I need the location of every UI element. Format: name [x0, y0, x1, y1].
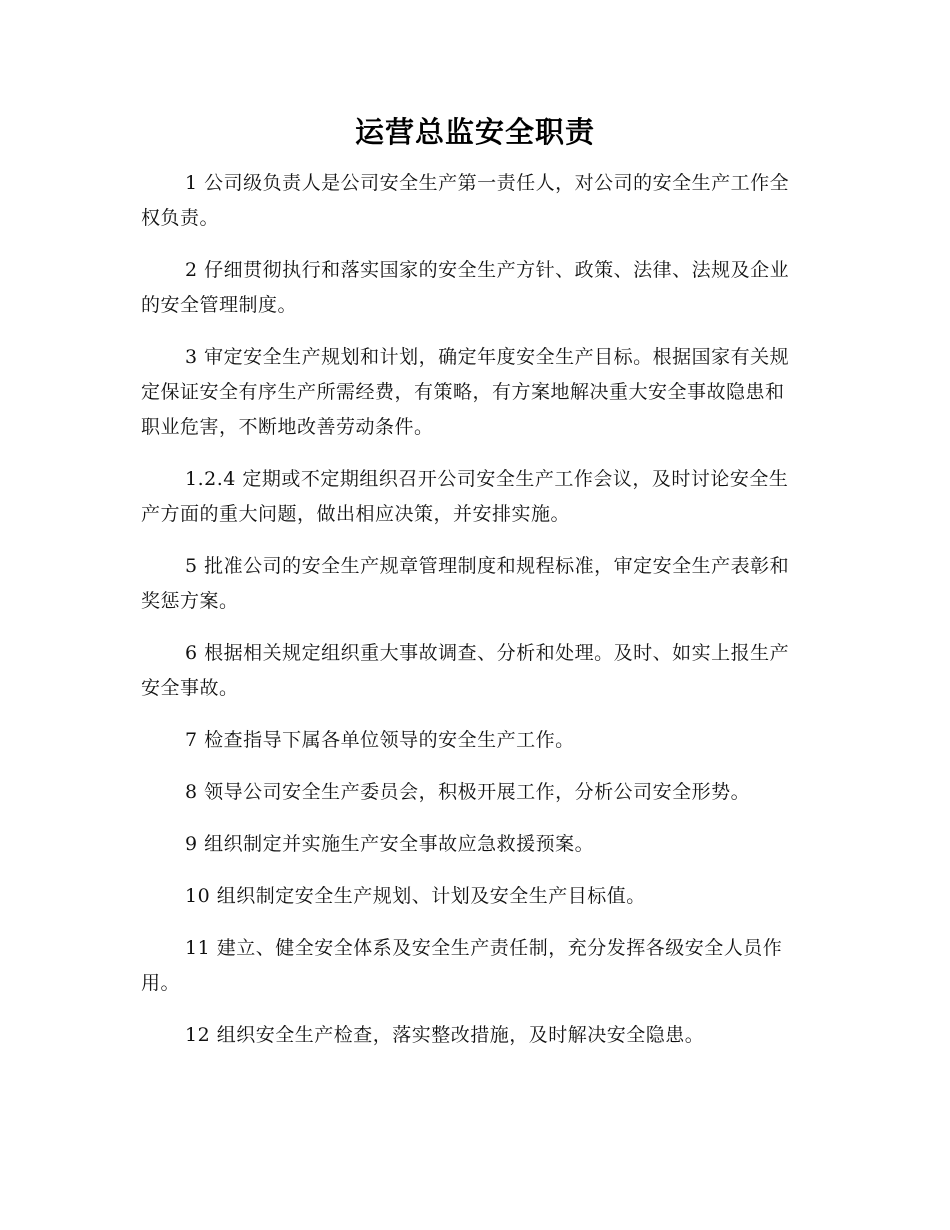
paragraph-10: 10 组织制定安全生产规划、计划及安全生产目标值。	[185, 885, 646, 907]
paragraph-6: 6 根据相关规定组织重大事故调查、分析和处理。及时、如实上报生产安全事故。	[141, 642, 790, 699]
paragraph-12: 12 组织安全生产检查，落实整改措施，及时解决安全隐患。	[185, 1024, 705, 1046]
document-body	[141, 166, 801, 1070]
paragraph-2: 2 仔细贯彻执行和落实国家的安全生产方针、政策、法律、法规及企业的安全管理制度。	[141, 259, 790, 316]
paragraph-9: 9 组织制定并实施生产安全事故应急救援预案。	[185, 833, 595, 855]
paragraph-11: 11 建立、健全安全体系及安全生产责任制，充分发挥各级安全人员作用。	[141, 937, 783, 994]
paragraph-8: 8 领导公司安全生产委员会，积极开展工作，分析公司安全形势。	[185, 781, 751, 803]
document-title: 运营总监安全职责	[354, 115, 595, 149]
paragraph-4: 1.2.4 定期或不定期组织召开公司安全生产工作会议，及时讨论安全生产方面的重大问题，做出相应决策，并安排实施。	[141, 468, 789, 525]
paragraph-3: 3 审定安全生产规划和计划，确定年度安全生产目标。根据国家有关规定保证安全有序生产所需经费，有策略，有方案地解决重大安全事故隐患和职业危害，不断地改善劳动条件。	[141, 346, 790, 438]
paragraph-7: 7 检查指导下属各单位领导的安全生产工作。	[185, 729, 575, 751]
paragraph-1: 1 公司级负责人是公司安全生产第一责任人，对公司的安全生产工作全权负责。	[141, 172, 790, 229]
paragraph-5: 5 批准公司的安全生产规章管理制度和规程标准，审定安全生产表彰和奖惩方案。	[141, 555, 790, 612]
